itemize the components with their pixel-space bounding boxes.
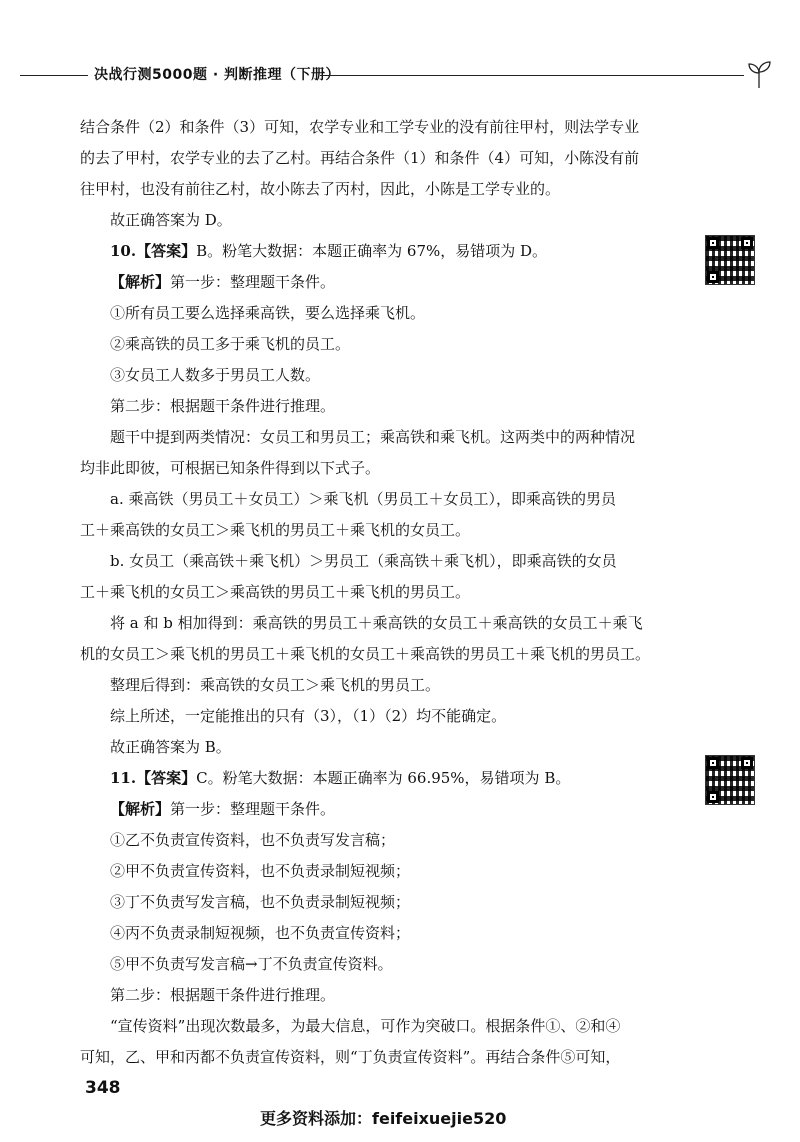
answer-label: 10.【答案】 [110,242,197,260]
text-line [80,453,676,484]
text-line [80,267,676,298]
text-line [80,887,676,918]
line-text: 第一步：整理题干条件。 [170,273,336,291]
line-text: ⑤甲不负责写发言稿→丁不负责宣传资料。 [110,955,393,973]
text-line [80,484,676,515]
line-text: ②甲不负责宣传资料，也不负责录制短视频； [110,862,411,880]
line-text: 机的女员工＞乘飞机的男员工＋乘飞机的女员工＋乘高铁的男员工＋乘飞机的男员工。 [80,645,651,663]
answer-label: 11.【答案】 [110,769,197,787]
text-line [80,360,676,391]
answer-explanation-body [80,112,676,1073]
line-text: 往甲村，也没有前往乙村，故小陈去了丙村，因此，小陈是工学专业的。 [80,180,561,198]
line-text: 第二步：根据题干条件进行推理。 [110,986,336,1004]
line-text: 综上所述，一定能推出的只有（3），（1）（2）均不能确定。 [110,707,507,725]
text-line [80,732,676,763]
line-text: 的去了甲村，农学专业的去了乙村。再结合条件（1）和条件（4）可知，小陈没有前 [80,149,640,167]
line-text: ③丁不负责写发言稿，也不负责录制短视频； [110,893,411,911]
line-text: b. 女员工（乘高铁＋乘飞机）＞男员工（乘高铁＋乘飞机），即乘高铁的女员 [110,552,617,570]
line-text: 均非此即彼，可根据已知条件得到以下式子。 [80,459,381,477]
line-text: 第一步：整理题干条件。 [170,800,336,818]
line-text: C。粉笔大数据：本题正确率为 66.95%，易错项为 B。 [196,769,571,787]
sprout-icon [744,58,774,90]
answer-label: 【解析】 [110,800,171,818]
text-line [80,205,676,236]
text-line [80,515,676,546]
header-rule-right [320,75,744,76]
running-header [14,58,784,92]
text-line [80,639,676,670]
line-text: ①乙不负责宣传资料，也不负责写发言稿； [110,831,396,849]
qr-code-icon[interactable] [705,755,755,805]
header-title: 决战行测5000题 · 判断推理（下册） [94,67,341,83]
line-text: ③女员工人数多于男员工人数。 [110,366,321,384]
text-line [80,236,676,267]
line-text: 故正确答案为 B。 [110,738,231,756]
line-text: 工＋乘高铁的女员工＞乘飞机的男员工＋乘飞机的女员工。 [80,521,471,539]
text-line [80,856,676,887]
text-line [80,112,676,143]
line-text: 第二步：根据题干条件进行推理。 [110,397,336,415]
text-line [80,1042,676,1073]
line-text: 题干中提到两类情况：女员工和男员工；乘高铁和乘飞机。这两类中的两种情况 [110,428,636,446]
text-line [80,825,676,856]
text-line [80,546,676,577]
line-text: 工＋乘飞机的女员工＞乘高铁的男员工＋乘飞机的男员工。 [80,583,471,601]
text-line [80,329,676,360]
qr-code-icon[interactable] [705,235,755,285]
page-number: 348 [85,1078,121,1098]
text-line [80,701,676,732]
text-line [80,1011,676,1042]
text-line [80,298,676,329]
text-line [80,143,676,174]
text-line [80,608,676,639]
line-text: 故正确答案为 D。 [110,211,232,229]
text-line [80,577,676,608]
text-line [80,980,676,1011]
line-text: B。粉笔大数据：本题正确率为 67%，易错项为 D。 [196,242,548,260]
line-text: “宣传资料”出现次数最多，为最大信息，可作为突破口。根据条件①、②和④ [110,1017,621,1035]
text-line [80,391,676,422]
text-line [80,918,676,949]
text-line [80,763,676,794]
header-rule-left [20,75,88,76]
text-line [80,422,676,453]
line-text: ②乘高铁的员工多于乘飞机的员工。 [110,335,351,353]
text-line [80,670,676,701]
line-text: ④丙不负责录制短视频，也不负责宣传资料； [110,924,411,942]
line-text: ①所有员工要么选择乘高铁，要么选择乘飞机。 [110,304,426,322]
answer-label: 【解析】 [110,273,171,291]
line-text: 可知，乙、甲和丙都不负责宣传资料，则“丁负责宣传资料”。再结合条件⑤可知， [80,1048,621,1066]
line-text: 将 a 和 b 相加得到：乘高铁的男员工＋乘高铁的女员工＋乘高铁的女员工＋乘飞 [110,614,643,632]
line-text: 整理后得到：乘高铁的女员工＞乘飞机的男员工。 [110,676,441,694]
text-line [80,174,676,205]
footer-note: 更多资料添加：feifeixuejie520 [260,1109,507,1128]
line-text: 结合条件（2）和条件（3）可知，农学专业和工学专业的没有前往甲村，则法学专业 [80,118,640,136]
line-text: a. 乘高铁（男员工＋女员工）＞乘飞机（男员工＋女员工），即乘高铁的男员 [110,490,616,508]
text-line [80,949,676,980]
text-line [80,794,676,825]
